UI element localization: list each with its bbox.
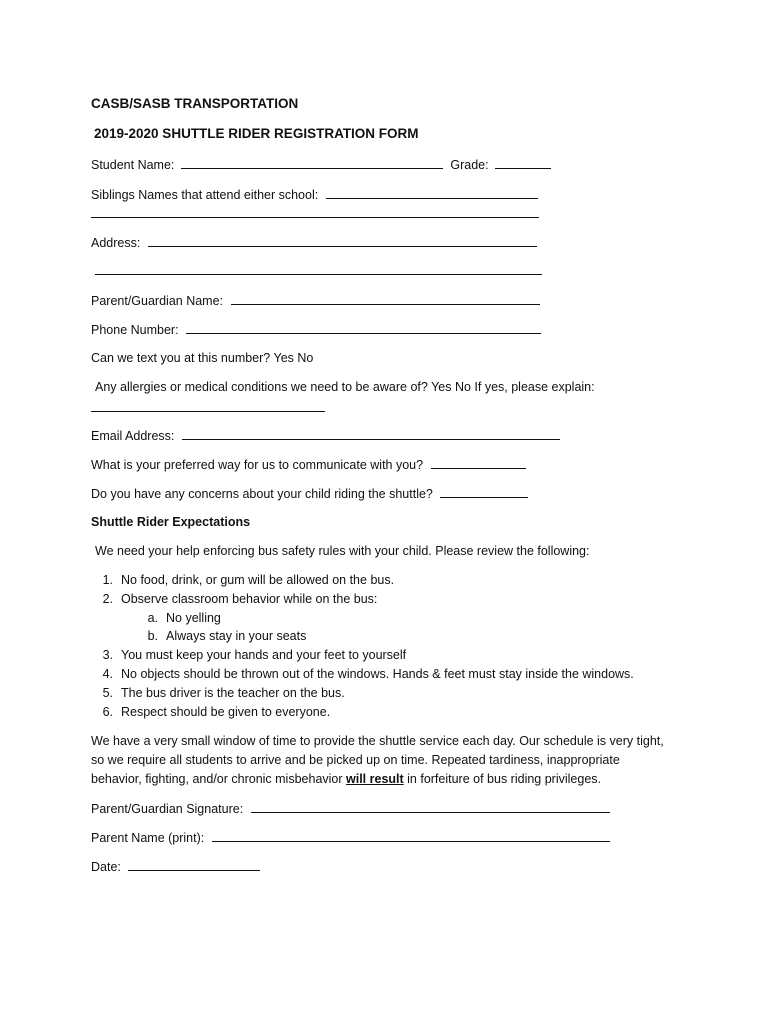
- siblings-label: Siblings Names that attend either school:: [91, 188, 319, 202]
- grade-label: Grade:: [450, 158, 489, 172]
- closing-emphasis: will result: [346, 772, 404, 786]
- guardian-name-row: [91, 292, 540, 309]
- signature-label: Parent/Guardian Signature:: [91, 802, 244, 816]
- concerns-row: [91, 485, 528, 502]
- list-item-text: Observe classroom behavior while on the bus:: [121, 592, 378, 606]
- list-item-number: 6.: [102, 705, 113, 719]
- phone-field[interactable]: [186, 321, 541, 334]
- closing-text-pre: behavior, fighting, and/or chronic misbehavior: [91, 772, 347, 786]
- student-name-field[interactable]: [181, 156, 443, 169]
- concerns-question: Do you have any concerns about your child riding the shuttle?: [91, 487, 433, 501]
- signature-field[interactable]: [251, 800, 610, 813]
- email-field[interactable]: [182, 427, 560, 440]
- siblings-field[interactable]: [326, 186, 538, 199]
- list-item-letter: a.: [147, 611, 158, 625]
- address-field-line-2[interactable]: [95, 274, 542, 275]
- date-label: Date:: [91, 860, 121, 874]
- expectations-heading: Shuttle Rider Expectations: [91, 515, 251, 529]
- print-name-row: [91, 829, 610, 846]
- allergies-explain-field[interactable]: [91, 411, 325, 412]
- communicate-question: What is your preferred way for us to communicate with you?: [91, 458, 424, 472]
- date-field[interactable]: [128, 858, 260, 871]
- list-item: [91, 704, 330, 720]
- sub-list-item: [136, 628, 306, 644]
- list-item-number: 4.: [102, 667, 113, 681]
- form-title: 2019-2020 SHUTTLE RIDER REGISTRATION FORM: [94, 126, 419, 141]
- allergies-question: Any allergies or medical conditions we need to be aware of? Yes No If yes, please explain:: [95, 380, 595, 394]
- siblings-field-line-2[interactable]: [91, 217, 539, 218]
- list-item-number: 2.: [102, 592, 113, 606]
- list-item-text: The bus driver is the teacher on the bus.: [121, 686, 345, 700]
- closing-paragraph-line-3: [91, 771, 601, 787]
- text-question: Can we text you at this number? Yes No: [91, 351, 314, 365]
- student-name-row: [91, 156, 551, 173]
- list-item-number: 1.: [102, 573, 113, 587]
- address-row: [91, 234, 537, 251]
- address-label: Address:: [91, 236, 141, 250]
- print-name-field[interactable]: [212, 829, 610, 842]
- address-field[interactable]: [148, 234, 537, 247]
- signature-row: [91, 800, 610, 817]
- list-item-number: 5.: [102, 686, 113, 700]
- expectations-intro: We need your help enforcing bus safety rules with your child. Please review the following:: [95, 544, 590, 558]
- grade-field[interactable]: [495, 156, 551, 169]
- list-item-text: No food, drink, or gum will be allowed on the bus.: [121, 573, 395, 587]
- print-name-label: Parent Name (print):: [91, 831, 205, 845]
- guardian-name-field[interactable]: [231, 292, 540, 305]
- date-row: [91, 858, 260, 875]
- email-row: [91, 427, 560, 444]
- phone-label: Phone Number:: [91, 323, 179, 337]
- list-item-text: No objects should be thrown out of the windows. Hands & feet must stay inside the windows.: [121, 667, 634, 681]
- list-item-number: 3.: [102, 648, 113, 662]
- communicate-row: [91, 456, 526, 473]
- email-label: Email Address:: [91, 429, 175, 443]
- communicate-field[interactable]: [431, 456, 526, 469]
- concerns-field[interactable]: [440, 485, 528, 498]
- list-item-text: Respect should be given to everyone.: [121, 705, 331, 719]
- list-item-text: You must keep your hands and your feet to yourself: [121, 648, 407, 662]
- list-item: [91, 647, 406, 663]
- sub-list-item: [136, 610, 221, 626]
- closing-paragraph-line-2: so we require all students to arrive and be picked up on time. Repeated tardiness, inappropriate: [91, 753, 620, 767]
- org-title: CASB/SASB TRANSPORTATION: [91, 96, 299, 111]
- list-item-text: Always stay in your seats: [166, 629, 307, 643]
- list-item-letter: b.: [147, 629, 158, 643]
- list-item: [91, 685, 345, 701]
- guardian-name-label: Parent/Guardian Name:: [91, 294, 224, 308]
- phone-row: [91, 321, 541, 338]
- student-name-label: Student Name:: [91, 158, 175, 172]
- siblings-row: [91, 186, 538, 203]
- list-item-text: No yelling: [166, 611, 221, 625]
- closing-paragraph-line-1: We have a very small window of time to provide the shuttle service each day. Our schedule is very tight,: [91, 734, 664, 748]
- closing-text-post: in forfeiture of bus riding privileges.: [403, 772, 601, 786]
- list-item: [91, 591, 377, 607]
- list-item: [91, 666, 634, 682]
- list-item: [91, 572, 394, 588]
